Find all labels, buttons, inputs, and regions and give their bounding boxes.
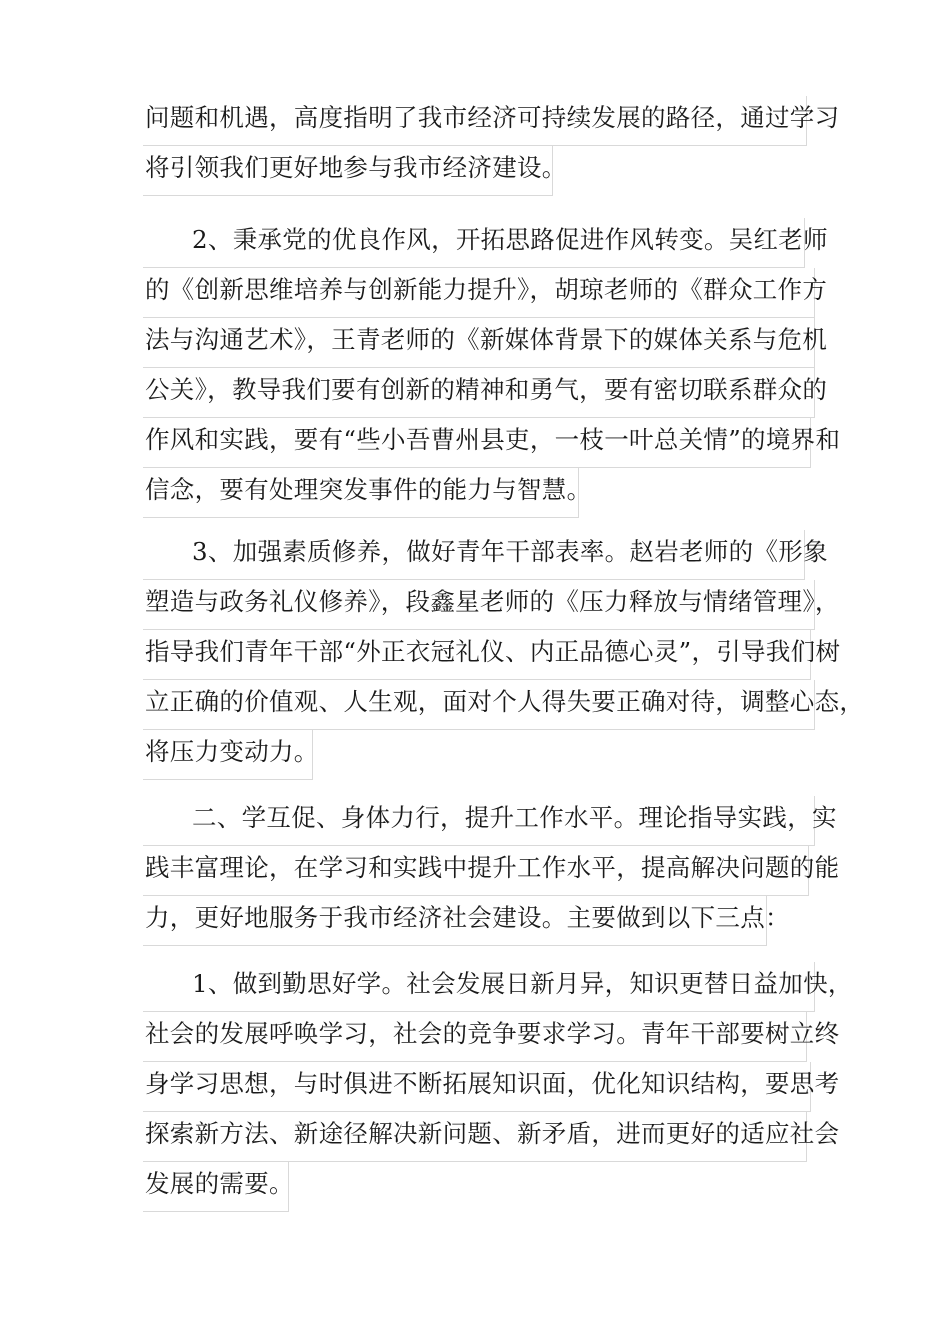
paragraph-section-2 [143,796,840,946]
text-line: 塑造与政务礼仪修养》，段鑫星老师的《压力释放与情绪管理》， [143,580,815,630]
text-line: 问题和机遇，高度指明了我市经济可持续发展的路径，通过学习 [143,96,807,146]
paragraph-point-1 [143,962,853,1212]
text-line: 将引领我们更好地参与我市经济建设。 [143,146,553,196]
text-line: 身学习思想，与时俱进不断拓展知识面，优化知识结构，要思考 [143,1062,811,1112]
text-line: 二、学互促、身体力行，提升工作水平。理论指导实践，实 [143,796,815,846]
text-line: 2、秉承党的优良作风，开拓思路促进作风转变。吴红老师 [143,218,805,268]
text-line: 立正确的价值观、人生观，面对个人得失要正确对待，调整心态， [143,680,815,730]
text-line: 探索新方法、新途径解决新问题、新矛盾，进而更好的适应社会 [143,1112,807,1162]
text-line: 信念，要有处理突发事件的能力与智慧。 [143,468,579,518]
text-line: 发展的需要。 [143,1162,289,1212]
paragraph-point-3 [143,530,865,780]
text-line: 指导我们青年干部“外正衣冠礼仪、内正品德心灵”，引导我们树 [143,630,811,680]
text-line: 3、加强素质修养，做好青年干部表率。赵岩老师的《形象 [143,530,805,580]
text-line: 法与沟通艺术》，王青老师的《新媒体背景下的媒体关系与危机 [143,318,815,368]
text-line: 作风和实践，要有“些小吾曹州县吏，一枝一叶总关情”的境界和 [143,418,811,468]
text-line: 社会的发展呼唤学习，社会的竞争要求学习。青年干部要树立终 [143,1012,807,1062]
text-line: 将压力变动力。 [143,730,313,780]
paragraph-intro-continuation [143,96,840,196]
text-line: 的《创新思维培养与创新能力提升》，胡琼老师的《群众工作方 [143,268,815,318]
text-line: 践丰富理论，在学习和实践中提升工作水平，提高解决问题的能 [143,846,809,896]
paragraph-point-2 [143,218,841,518]
text-line: 1、做到勤思好学。社会发展日新月异，知识更替日益加快， [143,962,815,1012]
text-line: 公关》，教导我们要有创新的精神和勇气，要有密切联系群众的 [143,368,815,418]
text-line: 力，更好地服务于我市经济社会建设。主要做到以下三点： [143,896,767,946]
